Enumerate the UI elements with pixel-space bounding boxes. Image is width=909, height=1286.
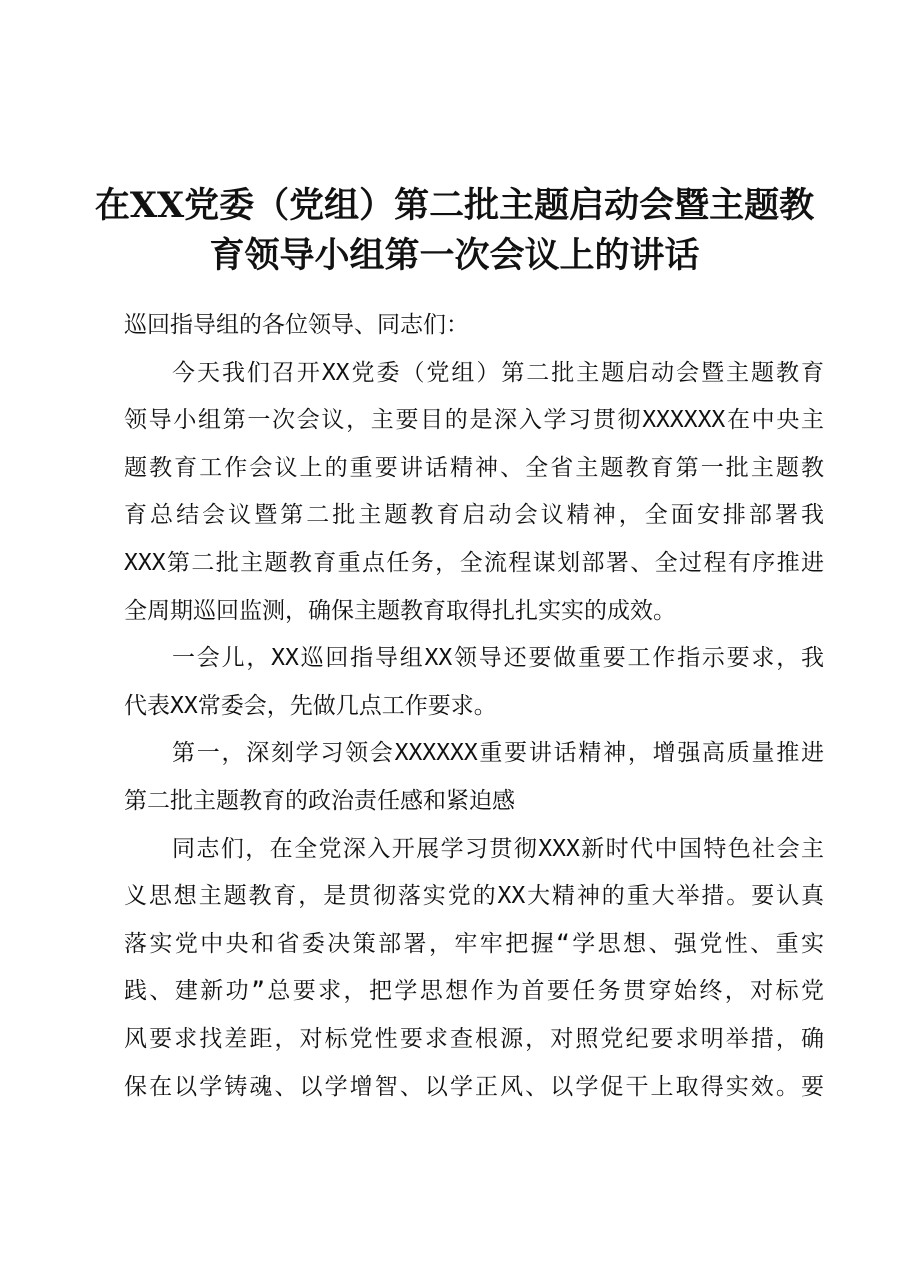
salutation: 巡回指导组的各位领导、同志们： [124, 312, 469, 338]
document-title-line-2: 育领导小组第一次会议上的讲话 [209, 235, 700, 276]
paragraph-line: XXX第二批主题教育重点任务，全流程谋划部署、全过程有序推进 [124, 549, 824, 576]
document-title-line-1: 在XX党委（党组）第二批主题启动会暨主题教 [94, 185, 815, 226]
paragraph-line: 代表XX常委会，先做几点工作要求。 [124, 692, 497, 719]
paragraph-line: 育总结会议暨第二批主题教育启动会议精神，全面安排部署我 [124, 502, 824, 529]
paragraph-line: 义思想主题教育，是贯彻落实党的XX大精神的重大举措。要认真 [124, 883, 824, 910]
paragraph-line: 领导小组第一次会议，主要目的是深入学习贯彻XXXXXX在中央主 [124, 407, 824, 434]
paragraph-line: 一会儿，XX巡回指导组XX领导还要做重要工作指示要求，我 [172, 645, 824, 672]
paragraph-line: 风要求找差距，对标党性要求查根源，对照党纪要求明举措，确 [124, 1025, 824, 1052]
paragraph-line: 题教育工作会议上的重要讲话精神、全省主题教育第一批主题教 [124, 454, 824, 481]
paragraph-line: 今天我们召开XX党委（党组）第二批主题启动会暨主题教育 [172, 359, 824, 386]
document-body [124, 302, 824, 1111]
paragraph-line: 落实党中央和省委决策部署，牢牢把握“学思想、强党性、重实 [124, 930, 824, 957]
paragraph-line: 践、建新功”总要求，把学思想作为首要任务贯穿始终，对标党 [124, 978, 824, 1005]
paragraph-line: 同志们，在全党深入开展学习贯彻XXX新时代中国特色社会主 [172, 835, 824, 862]
section-heading-line: 第一，深刻学习领会XXXXXX重要讲话精神，增强高质量推进 [172, 740, 824, 767]
paragraph-line: 全周期巡回监测，确保主题教育取得扎扎实实的成效。 [124, 597, 676, 624]
section-heading-line: 第二批主题教育的政治责任感和紧迫感 [124, 787, 515, 814]
paragraph-line: 保在以学铸魂、以学增智、以学正风、以学促干上取得实效。要 [124, 1073, 824, 1100]
